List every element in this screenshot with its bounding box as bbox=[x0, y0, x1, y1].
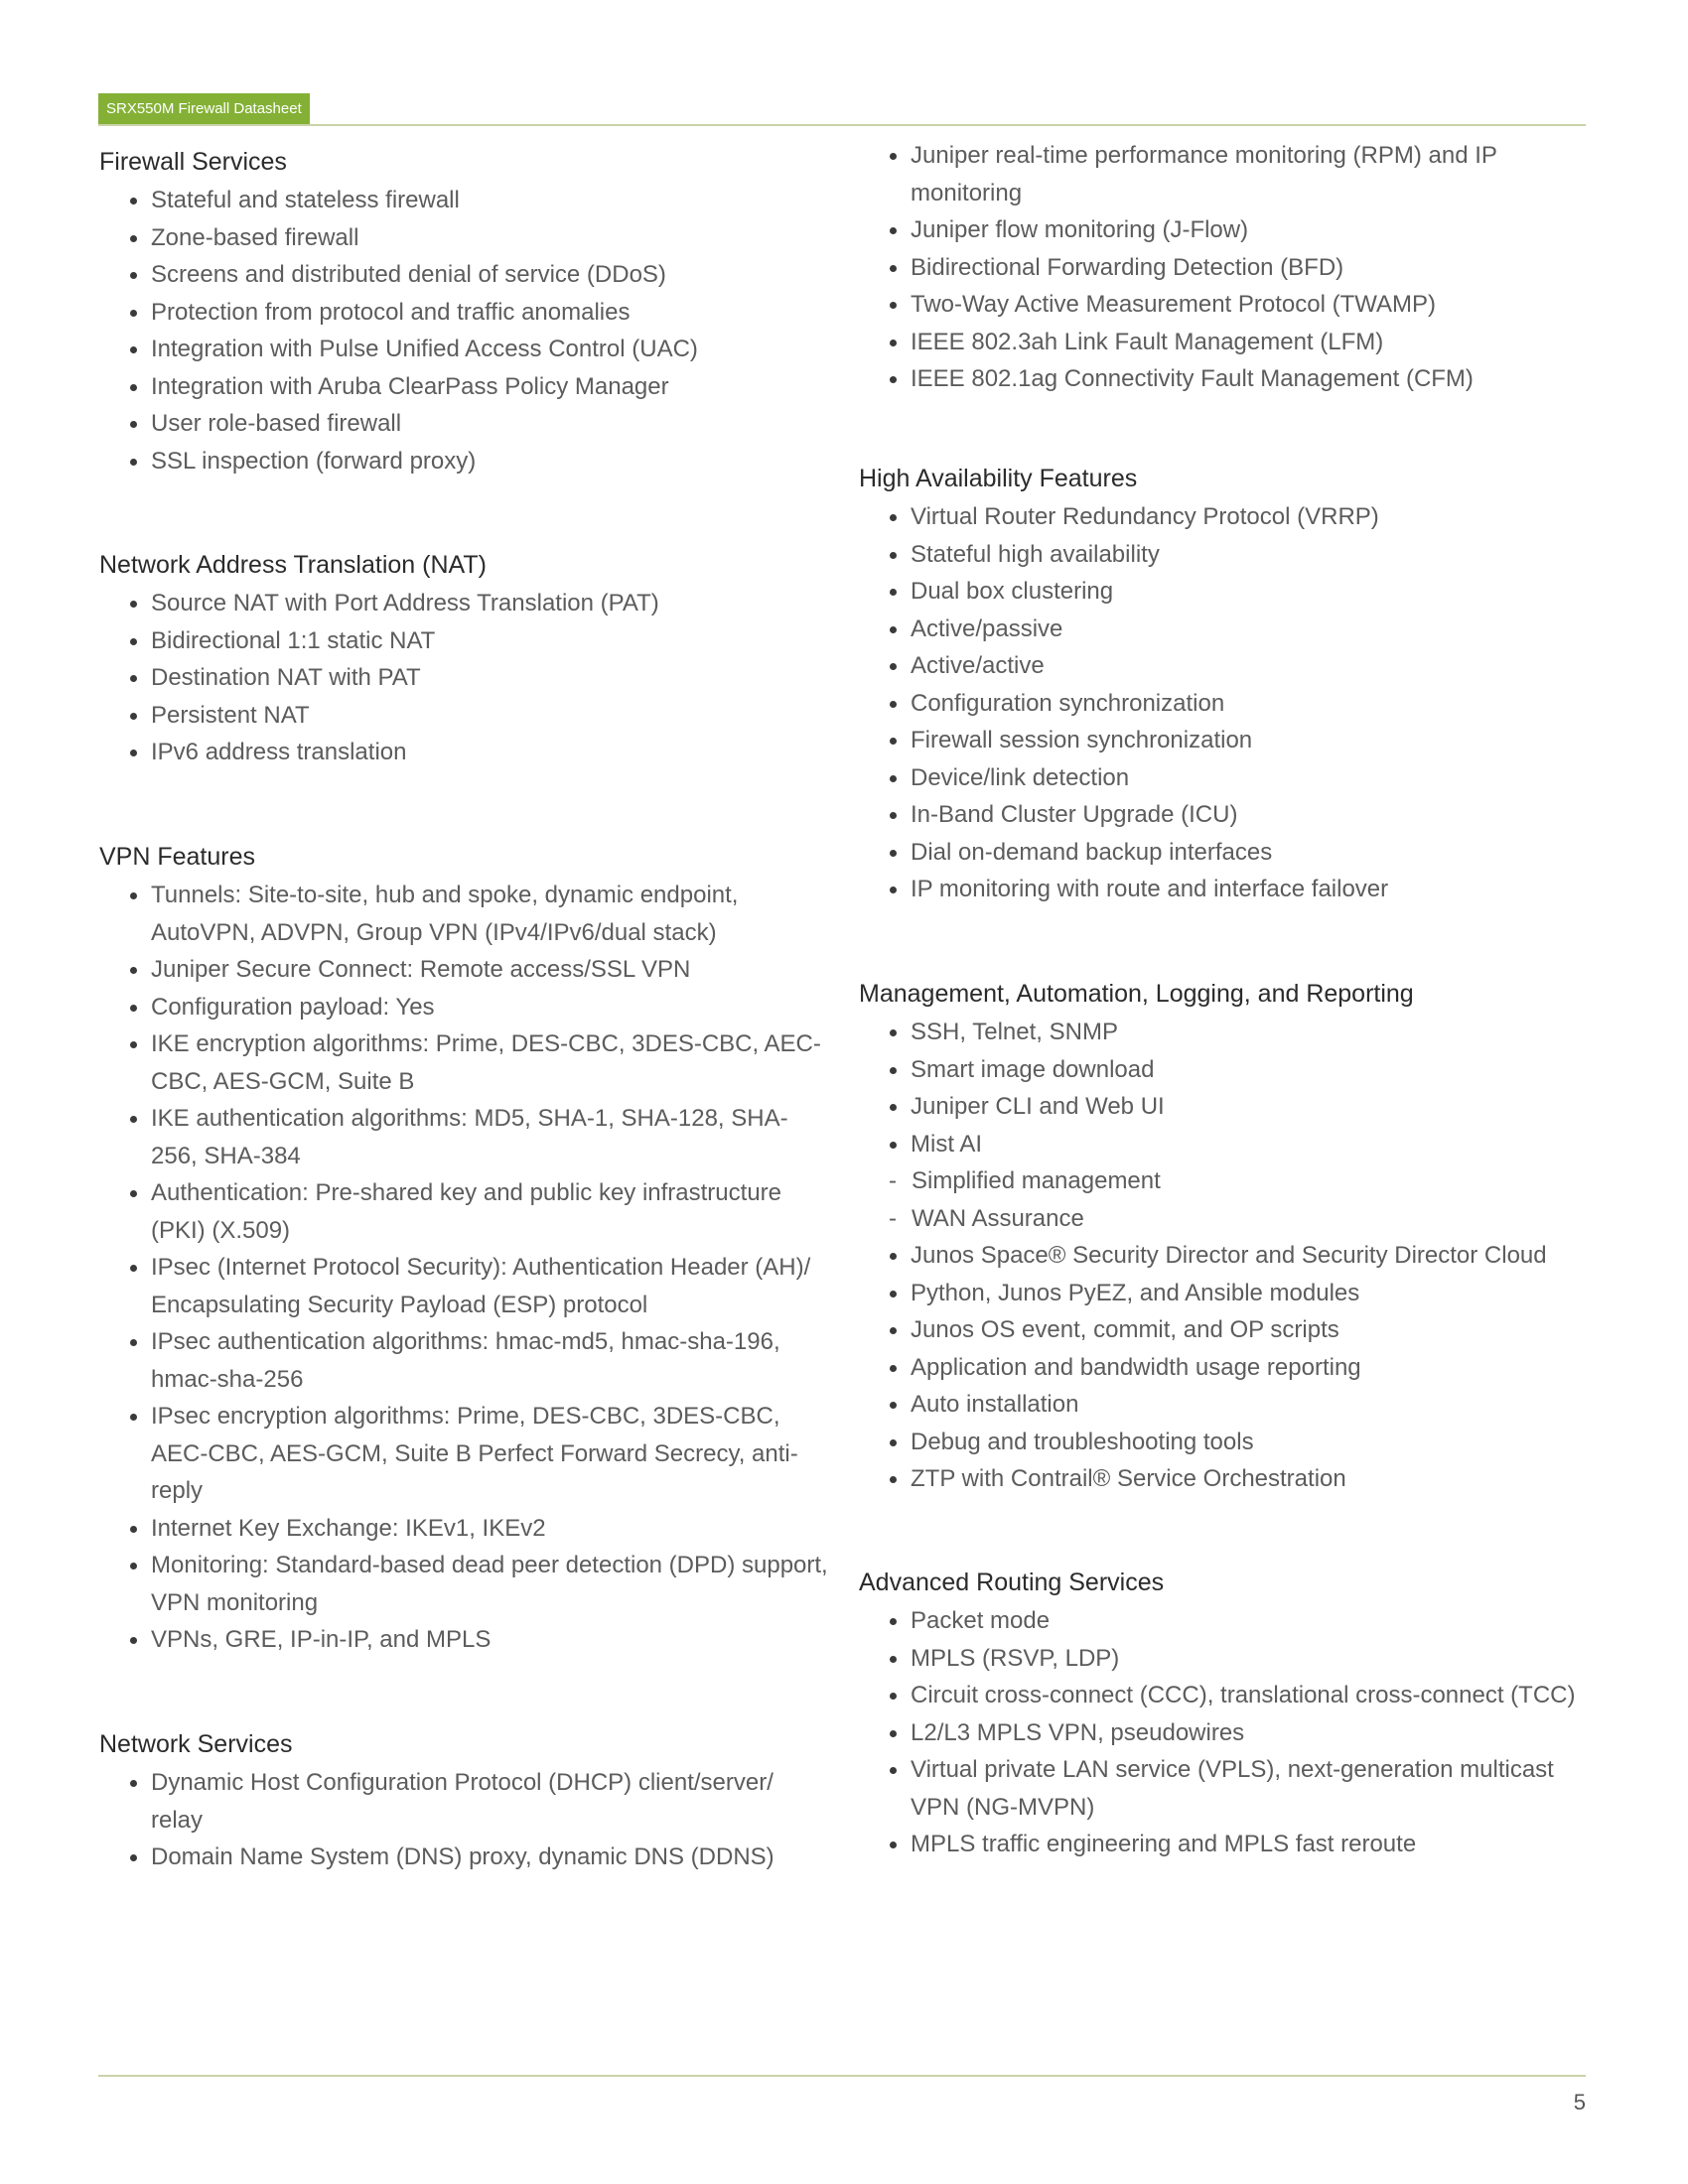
list-item: Virtual private LAN service (VPLS), next-generation multicast VPN (NG-MVPN) bbox=[859, 1751, 1594, 1826]
list-item: Protection from protocol and traffic anomalies bbox=[99, 294, 829, 332]
list-item: IKE encryption algorithms: Prime, DES-CBC, 3DES-CBC, AEC-CBC, AES-GCM, Suite B bbox=[99, 1025, 829, 1100]
bullet-list bbox=[99, 877, 829, 1659]
list-item: L2/L3 MPLS VPN, pseudowires bbox=[859, 1714, 1594, 1752]
list-item: Firewall session synchronization bbox=[859, 722, 1594, 759]
list-item: Junos Space® Security Director and Security Director Cloud bbox=[859, 1237, 1594, 1275]
list-item: Configuration payload: Yes bbox=[99, 989, 829, 1026]
list-item: - WAN Assurance bbox=[859, 1200, 1594, 1238]
bullet-list bbox=[859, 137, 1594, 398]
section-nat bbox=[99, 545, 829, 771]
list-item: IKE authentication algorithms: MD5, SHA-1, SHA-128, SHA-256, SHA-384 bbox=[99, 1100, 829, 1174]
list-item: Active/passive bbox=[859, 611, 1594, 648]
section-title: Management, Automation, Logging, and Reporting bbox=[859, 980, 1414, 1008]
list-item: Two-Way Active Measurement Protocol (TWAMP) bbox=[859, 286, 1594, 324]
bullet-list bbox=[859, 1237, 1594, 1498]
list-item: IP monitoring with route and interface failover bbox=[859, 871, 1594, 908]
bullet-list bbox=[859, 498, 1594, 908]
list-item: Python, Junos PyEZ, and Ansible modules bbox=[859, 1275, 1594, 1312]
section-network-services bbox=[99, 1724, 829, 1876]
list-item: Smart image download bbox=[859, 1051, 1594, 1089]
list-item: Stateful high availability bbox=[859, 536, 1594, 574]
bullet-list bbox=[859, 1602, 1594, 1863]
section-title: Firewall Services bbox=[99, 148, 287, 176]
section-management bbox=[859, 974, 1594, 1498]
section-title: VPN Features bbox=[99, 843, 256, 871]
list-item: Auto installation bbox=[859, 1386, 1594, 1424]
section-vpn-features bbox=[99, 837, 829, 1659]
section-advanced-routing bbox=[859, 1563, 1594, 1863]
list-item: Juniper real-time performance monitoring (RPM) and IP monitoring bbox=[859, 137, 1594, 211]
list-item: User role-based firewall bbox=[99, 405, 829, 443]
section-title: Advanced Routing Services bbox=[859, 1569, 1165, 1596]
list-item: Internet Key Exchange: IKEv1, IKEv2 bbox=[99, 1510, 829, 1548]
page-number: 5 bbox=[1573, 2090, 1586, 2115]
list-item: Junos OS event, commit, and OP scripts bbox=[859, 1311, 1594, 1349]
list-item: IPv6 address translation bbox=[99, 734, 829, 771]
sub-bullet-list bbox=[859, 1162, 1594, 1237]
list-item: Stateful and stateless firewall bbox=[99, 182, 829, 219]
section-firewall-services bbox=[99, 142, 829, 479]
header-tag: SRX550M Firewall Datasheet bbox=[98, 93, 310, 124]
list-item: ZTP with Contrail® Service Orchestration bbox=[859, 1460, 1594, 1498]
list-item: Packet mode bbox=[859, 1602, 1594, 1640]
list-item: SSH, Telnet, SNMP bbox=[859, 1014, 1594, 1051]
list-item: MPLS (RSVP, LDP) bbox=[859, 1640, 1594, 1678]
bullet-list bbox=[99, 182, 829, 479]
list-item: Juniper Secure Connect: Remote access/SSL VPN bbox=[99, 951, 829, 989]
list-item: Device/link detection bbox=[859, 759, 1594, 797]
list-item: Juniper flow monitoring (J-Flow) bbox=[859, 211, 1594, 249]
section-monitoring-continued bbox=[859, 137, 1594, 398]
list-item: Integration with Pulse Unified Access Control (UAC) bbox=[99, 331, 829, 368]
list-item: Zone-based firewall bbox=[99, 219, 829, 257]
list-item: IEEE 802.3ah Link Fault Management (LFM) bbox=[859, 324, 1594, 361]
bullet-list bbox=[99, 585, 829, 771]
section-title: High Availability Features bbox=[859, 465, 1138, 492]
list-item: Authentication: Pre-shared key and public key infrastructure (PKI) (X.509) bbox=[99, 1174, 829, 1249]
list-item: Dynamic Host Configuration Protocol (DHCP) client/server/ relay bbox=[99, 1764, 829, 1839]
list-item: Integration with Aruba ClearPass Policy Manager bbox=[99, 368, 829, 406]
section-high-availability bbox=[859, 459, 1594, 908]
footer-divider bbox=[98, 2075, 1586, 2077]
bullet-list bbox=[859, 1014, 1594, 1162]
list-item: VPNs, GRE, IP-in-IP, and MPLS bbox=[99, 1621, 829, 1659]
list-item: Debug and troubleshooting tools bbox=[859, 1424, 1594, 1461]
list-item: - Simplified management bbox=[859, 1162, 1594, 1200]
list-item: Domain Name System (DNS) proxy, dynamic DNS (DDNS) bbox=[99, 1839, 829, 1876]
list-item: MPLS traffic engineering and MPLS fast reroute bbox=[859, 1826, 1594, 1863]
section-title: Network Address Translation (NAT) bbox=[99, 551, 487, 579]
list-item: IPsec encryption algorithms: Prime, DES-CBC, 3DES-CBC, AEC-CBC, AES-GCM, Suite B Perfect Forward Secrecy, anti-reply bbox=[99, 1398, 829, 1510]
bullet-list bbox=[99, 1764, 829, 1876]
section-title: Network Services bbox=[99, 1730, 293, 1758]
list-item: In-Band Cluster Upgrade (ICU) bbox=[859, 796, 1594, 834]
list-item: Circuit cross-connect (CCC), translational cross-connect (TCC) bbox=[859, 1677, 1594, 1714]
list-item: Juniper CLI and Web UI bbox=[859, 1088, 1594, 1126]
list-item: Bidirectional 1:1 static NAT bbox=[99, 622, 829, 660]
list-item: IPsec authentication algorithms: hmac-md5, hmac-sha-196, hmac-sha-256 bbox=[99, 1323, 829, 1398]
list-item: Bidirectional Forwarding Detection (BFD) bbox=[859, 249, 1594, 287]
list-item: Virtual Router Redundancy Protocol (VRRP) bbox=[859, 498, 1594, 536]
list-item: Source NAT with Port Address Translation (PAT) bbox=[99, 585, 829, 622]
list-item: Mist AI bbox=[859, 1126, 1594, 1163]
list-item: Active/active bbox=[859, 647, 1594, 685]
header-divider bbox=[98, 124, 1586, 126]
list-item: SSL inspection (forward proxy) bbox=[99, 443, 829, 480]
list-item: Persistent NAT bbox=[99, 697, 829, 735]
list-item: Tunnels: Site-to-site, hub and spoke, dynamic endpoint, AutoVPN, ADVPN, Group VPN (IPv4/IPv6/dual stack) bbox=[99, 877, 829, 951]
list-item: IEEE 802.1ag Connectivity Fault Management (CFM) bbox=[859, 360, 1594, 398]
list-item: Application and bandwidth usage reporting bbox=[859, 1349, 1594, 1387]
list-item: Configuration synchronization bbox=[859, 685, 1594, 723]
list-item: Destination NAT with PAT bbox=[99, 659, 829, 697]
list-item: Monitoring: Standard-based dead peer detection (DPD) support, VPN monitoring bbox=[99, 1547, 829, 1621]
list-item: Dial on-demand backup interfaces bbox=[859, 834, 1594, 872]
list-item: IPsec (Internet Protocol Security): Authentication Header (AH)/ Encapsulating Security Payload (ESP) protocol bbox=[99, 1249, 829, 1323]
list-item: Screens and distributed denial of service (DDoS) bbox=[99, 256, 829, 294]
list-item: Dual box clustering bbox=[859, 573, 1594, 611]
